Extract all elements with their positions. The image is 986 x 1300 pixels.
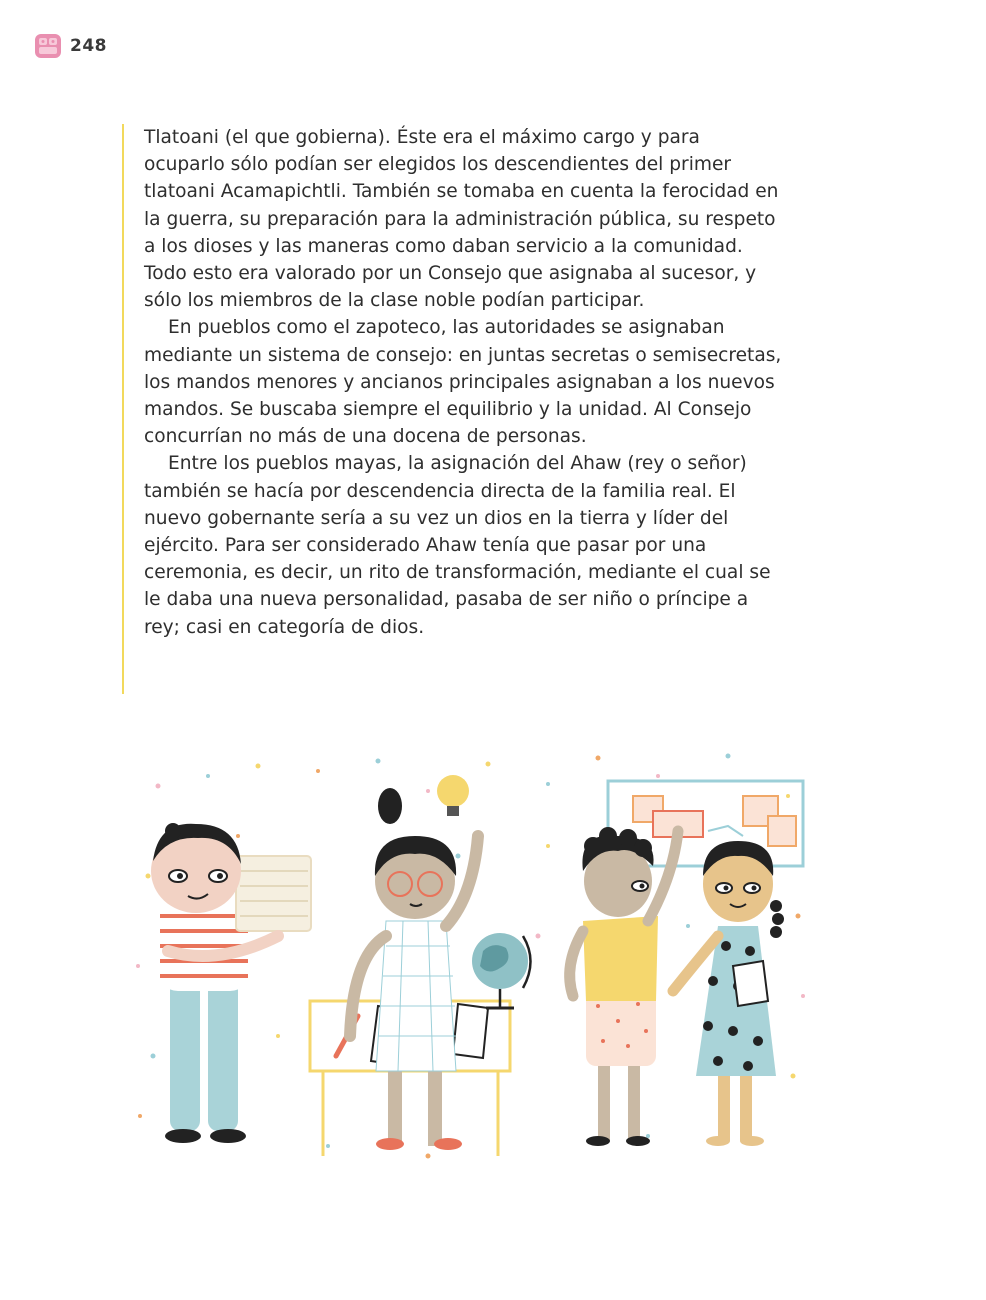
paragraph-3: Entre los pueblos mayas, la asignación del Ahaw (rey o señor) también se hacía por descendencia directa de la familia real. El nuevo gobernante sería a su vez un dios en la tierra y líder del ejército. Para ser considerado Ahaw tenía que pasar por una ceremonia, es decir, un rito de transformación, mediante el cual se le daba una nueva personalidad, pasaba de ser niño o príncipe a rey; casi en categoría de dios. [144, 453, 771, 638]
globe-icon [472, 933, 531, 1008]
child-with-notebook [673, 841, 784, 1146]
page-number: 248 [70, 36, 107, 56]
text-block [122, 124, 784, 694]
paragraph-2: En pueblos como el zapoteco, las autoridades se asignaban mediante un sistema de consejo: en juntas secretas o semisecretas, los mandos menores y ancianos principales asignaban a los nuevos mandos. Se buscaba siempre el equilibrio y la unidad. Al Consejo concurrían no más de una docena de personas. [144, 317, 782, 448]
child-pointing [570, 827, 678, 1146]
page-header [34, 32, 107, 60]
light-bulb-icon [437, 775, 469, 816]
body-text [144, 124, 784, 641]
child-with-paper [151, 823, 311, 1143]
child-with-glasses [350, 788, 478, 1150]
paragraph-1: Tlatoani (el que gobierna). Éste era el máximo cargo y para ocuparlo sólo podían ser elegidos los descendientes del primer tlatoani Acamapichtli. También se tomaba en cuenta la ferocidad en la guerra, su preparación para la administración pública, su respeto a los dioses y las maneras como daban servicio a la comunidad. Todo esto era valorado por un Consejo que asignaba al sucesor, y sólo los miembros de la clase noble podían participar. [144, 127, 779, 312]
book-icon [34, 33, 62, 59]
classroom-illustration [128, 736, 818, 1176]
